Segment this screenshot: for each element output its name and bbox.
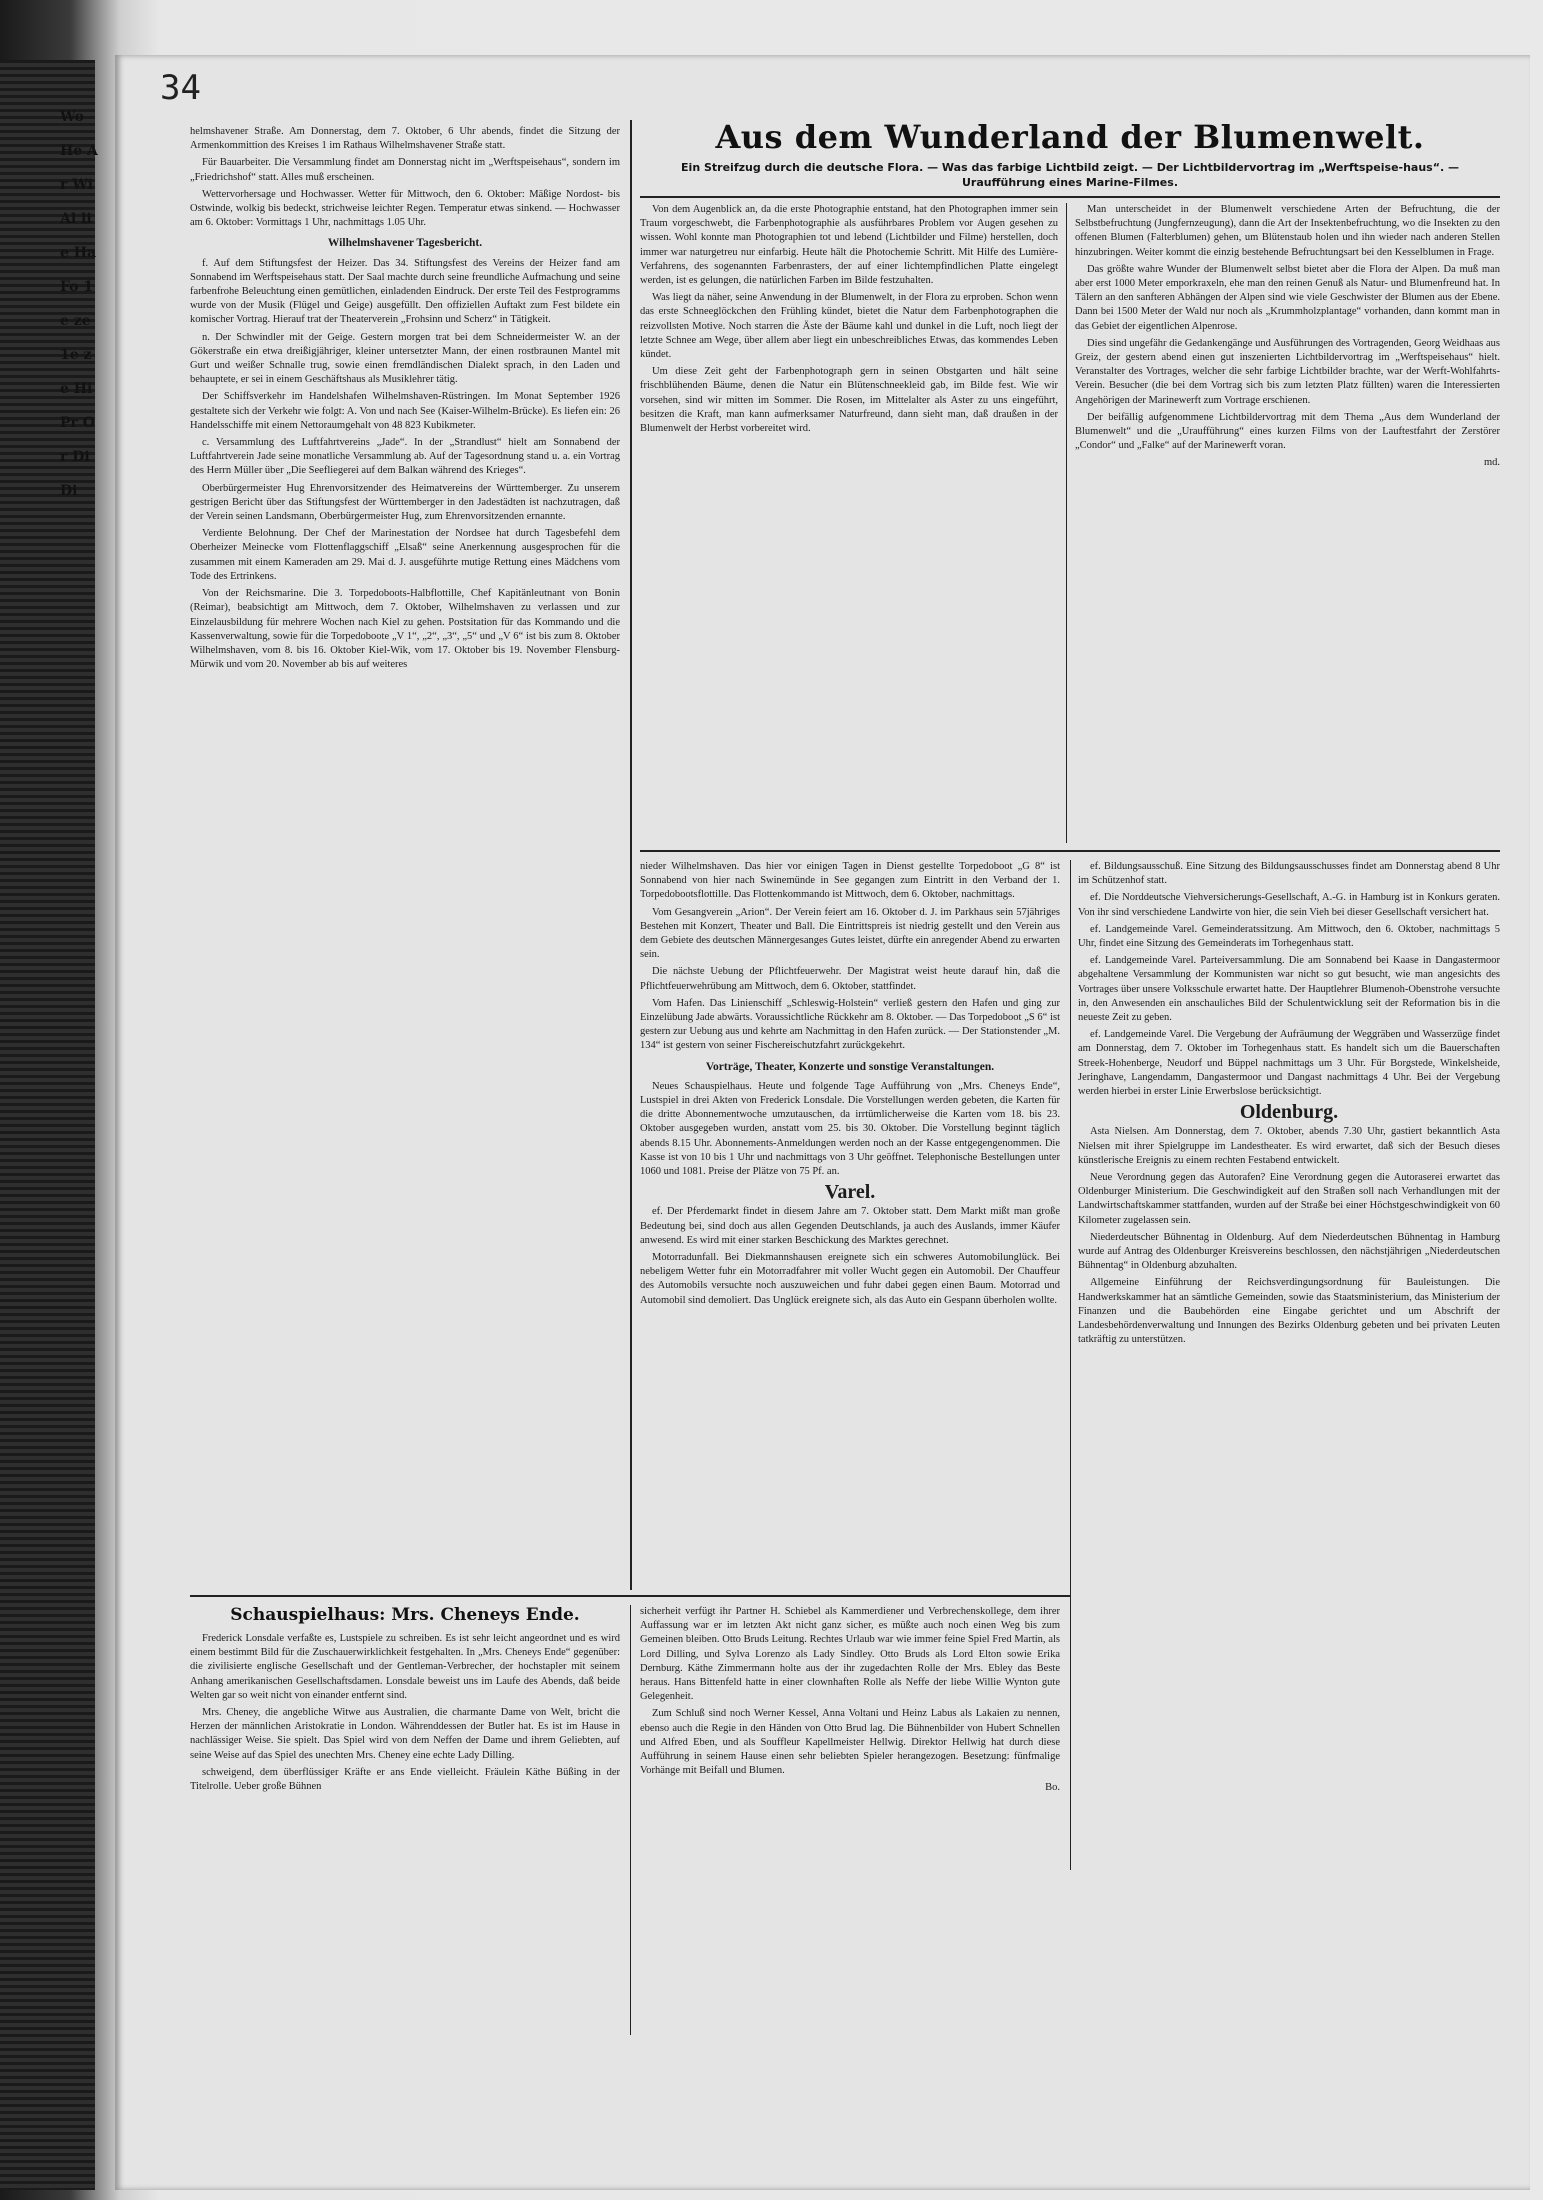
middle-p2: Vom Gesangverein „Arion“. Der Verein feiert am 16. Oktober d. J. im Parkhaus sein 57jähriges Bestehen mit Konzert, Theater und Ball. Die Eintrittspreis ist niedrig gestellt und den Verein aus dem Gebiete des deutschen Männergesanges Gutes leistet, dürfte ein anregender Abend zu erwarten sein.: [640, 906, 1060, 961]
left-p6: c. Versammlung des Luftfahrtvereins „Jade“. In der „Strandlust“ hielt am Sonnabend der Luftfahrtverein Jade seine monatliche Versammlung ab. Auf der Tagesordnung stand u. a. ein Vortrag des Herrn Müller über „Die Seefliegerei auf dem Balkan während des Krieges“.: [190, 437, 620, 477]
article-p2: Was liegt da näher, seine Anwendung in der Blumenwelt, in der Flora zu erproben. Schon wenn das erste Schneeglöckchen den Frühling kündet, bietet die Natur dem Farbenphotographen die reizvollsten Motive. Noch starren die Äste der Bäume kahl und dunkel in die Luft, noch liegt der letzte Schnee am Wege, über allem aber liegt ein unbeschreibliches Etwas, das kommendes Leben kündet.: [640, 292, 1058, 361]
article-signature: md.: [1483, 457, 1500, 469]
article-column-a: [640, 203, 1058, 843]
left-p3: f. Auf dem Stiftungsfest der Heizer. Das 34. Stiftungsfest des Vereins der Heizer fand am Sonnabend im Werftspeisehaus statt. Der Saal machte durch seine freundliche Aufmachung und seine farbenfrohe Beleuchtung einen gemütlichen, einladenden Eindruck. Der erste Teil des Festprogramms wurde von der Musik (Flügel und Geige) ausgefüllt. Den offiziellen Auftakt zum Fest bildete ein komischer Vortrag. Hierauf trat der Theaterverein „Frohsinn und Scherz“ in Tätigkeit.: [190, 257, 620, 326]
middle-p1: nieder Wilhelmshaven. Das hier vor einigen Tagen in Dienst gestellte Torpedoboot „G 8“ ist Sonnabend von hier nach Swinemünde in See gegangen zum Eintritt in den Verband der 1. Torpedobootsflottille. Das Flottenkommando ist Mittwoch, dem 6. Oktober, nachmittags.: [640, 861, 1060, 901]
review-p3: schweigend, dem überflüssiger Kräfte er ans Ende vielleicht. Fräulein Käthe Büßing in der Titelrolle. Ueber große Bühnen: [190, 1766, 620, 1793]
article-inner-rule: [1066, 203, 1067, 843]
column-rule-1: [630, 120, 632, 1590]
section-oldenburg: Oldenburg.: [1239, 1101, 1339, 1124]
middle-heading: Vorträge, Theater, Konzerte und sonstige Veranstaltungen.: [705, 1060, 995, 1073]
review-p4: sicherheit verfügt ihr Partner H. Schiebel als Kammerdiener und Verbrechenskollege, dem ihrer Auffassung war er im letzten Akt nicht ganz sicher, es müßte auch noch einen Weg bis zum Gemeinen bleiben. Otto Bruds Leitung. Rechtes Urlaub war wie immer feine Spiel Fred Martin, als Lord Dilling, und Sylva Lorenzo als Lady Sindley. Otto Bruds als Lord Elton sowie Erika Dernburg. Käthe Zimmermann holte aus der ihr zugedachten Rolle der Mrs. Ebley das Beste heraus. Hans Bittenfeld hatte in einer clownhaften Rolle als Neffe der liebe Willie Wynton gute Gelegenheit.: [640, 1606, 1060, 1703]
right-p1: ef. Bildungsausschuß. Eine Sitzung des Bildungsausschusses findet am Donnerstag abend 8 Uhr im Schützenhof statt.: [1078, 861, 1500, 887]
review-p2: Mrs. Cheney, die angebliche Witwe aus Australien, die charmante Dame von Welt, bricht die Herzen der männlichen Aristokratie in London. Währenddessen der Butler hat. Es ist im Hause in nachlässiger Weise. Sie spielt. Das Spiel wird von dem Neffen der Dame und ihrem Geliebten, auf seine Weise auf das Spiel des unechten Mrs. Cheney eine echte Lady Dilling.: [190, 1707, 620, 1761]
middle-p7: Motorradunfall. Bei Diekmannshausen ereignete sich ein schweres Automobilunglück. Bei nebeligem Wetter fuhr ein Motorradfahrer mit voller Wucht gegen ein Automobil. Der Chauffeur des Automobils versuchte noch auszuweichen und fuhr dabei gegen einen Baum. Motorrad und Automobil sind demoliert. Das Unglück ereignete sich, als das Auto ein Gespann überholen wollte.: [640, 1252, 1060, 1306]
article-p3: Um diese Zeit geht der Farbenphotograph gern in seinen Obstgarten und hält seine frischblühenden Bäume, denen die Natur ein Blütenschneekleid gab, im Bilde fest. Wie wir vorsehen, sind wir mitten im Sommer. Die Rosen, im Mittelalter als Aster zu uns eingeführt, besitzen die Kraft, man kann aufmerksamer Naturfreund, dann sieht man, daß draußen in der Blumenwelt der Herbst vorbereitet wird.: [640, 366, 1058, 435]
right-p7: Neue Verordnung gegen das Autorafen? Eine Verordnung gegen die Autoraserei erwartet das Oldenburger Ministerium. Die Geschwindigkeit auf den Straßen soll nach Verhandlungen mit der Landwirtschaftskammer stattfanden, wurden auf der Straße bei einer Höchstgeschwindigkeit von 60 Kilometer zugelassen sein.: [1078, 1172, 1500, 1226]
page-number: 34: [160, 68, 201, 108]
middle-p3: Die nächste Uebung der Pflichtfeuerwehr. Der Magistrat weist heute darauf hin, daß die Pflichtfeuerwehrübung am Mittwoch, dem 6. Oktober, stattfindet.: [640, 966, 1060, 992]
right-p8: Niederdeutscher Bühnentag in Oldenburg. Auf dem Niederdeutschen Bühnentag in Hamburg wurde auf Antrag des Oldenburger Kreisvereins beschlossen, den nächstjährigen „Niederdeutschen Bühnentag“ in Oldenburg abzuhalten.: [1078, 1231, 1500, 1272]
section-varel: Varel.: [824, 1181, 876, 1204]
left-column: [190, 125, 620, 1580]
article-headline: Aus dem Wunderland der Blumenwelt.: [715, 118, 1425, 156]
review-p1: Frederick Lonsdale verfaßte es, Lustspiele zu schreiben. Es ist sehr leicht angeordnet und es wird einem bestimmt Bild für die Zuschauerwirklichkeit festgehalten. In „Mrs. Cheneys Ende“ gegenüber: die zivilisierte englische Gesellschaft und der Gentleman-Verbrecher, der hochstapler mit seinem Anhang amerikanischen Gesellschaftsdamen. Lonsdale beweist uns im Laufe des Abends, daß beide Welten gar so weit nicht von einander entfernt sind.: [190, 1633, 620, 1701]
article-p7: Der beifällig aufgenommene Lichtbildervortrag mit dem Thema „Aus dem Wunderland der Blumenwelt“ und die „Uraufführung“ eines kurzen Films von der Lauftestfahrt der Zerstörer „Condor“ und „Falke“ auf der Marinewerft voran.: [1075, 411, 1500, 452]
review-p5: Zum Schluß sind noch Werner Kessel, Anna Voltani und Heinz Labus als Lakaien zu nennen, ebenso auch die Regie in den Händen von Otto Brud lag. Die Bühnenbilder von Hubert Schnellen und Alfred Eben, und als Souffleur Kapellmeister Hellwig. Direktor Hellwig hat durch diese Aufführung in seinem Hause einen sehr beliebten Spieler herangezogen. Besetzung: fünfmalige Vorhänge mit Beifall und Blumen.: [640, 1708, 1060, 1777]
left-intro: helmshavener Straße. Am Donnerstag, dem 7. Oktober, 6 Uhr abends, findet die Sitzung der Armenkommittion des Kreises 1 im Rathaus Wilhelmshavener Straße statt.: [190, 126, 620, 152]
right-p4: ef. Landgemeinde Varel. Parteiversammlung. Die am Sonnabend bei Kaase in Dangastermoor abgehaltene Versammlung der Kommunisten war nicht so gut besucht, wie man angesichts des Vortrages über unsere Volksschule erwartet hatte. Der Hauptlehrer Blumenoh-Obenstrohe versuchte in, den Anwesenden ein anschauliches Bild der Schulentwicklung seit der Reformation bis in die neueste Zeit zu geben.: [1078, 955, 1500, 1024]
left-p2: Wettervorhersage und Hochwasser. Wetter für Mittwoch, den 6. Oktober: Mäßige Nordost- bis Ostwinde, wolkig bis bedeckt, strichweise leichter Regen. Temperatur etwas sinkend. — Hochwasser am 6. Oktober: Vormittags 1 Uhr, nachmittags 1.05 Uhr.: [190, 188, 620, 229]
right-p2: ef. Die Norddeutsche Viehversicherungs-Gesellschaft, A.-G. in Hamburg ist in Konkurs geraten. Von ihr sind verschiedene Landwirte von hier, die sein Vieh bei dieser Gesellschaft versichert hat.: [1078, 892, 1500, 918]
article-p5: Das größte wahre Wunder der Blumenwelt selbst bietet aber die Flora der Alpen. Da muß man aber erst 1000 Meter emporkraxeln, ehe man den reinen Genuß als Natur- und Blumenfreund hat. In Tälern an den sanfteren Abhängen der Alpen sind wie viele Geschwister der Blumen aus der Ebene. Dann bei 1500 Meter der Wald nur noch als „Krummholzplantage“ vorhanden, dann kommt man in das Gebiet der eigentlichen Alpenrose.: [1075, 263, 1500, 332]
article-p4: Man unterscheidet in der Blumenwelt verschiedene Arten der Befruchtung, die der Selbstbefruchtung (Jungfernzeugung), dann die Art der Insektenbefruchtung, wo die Insekten zu den offenen Blumen (Falterblumen) gehen, um Blütenstaub holen und ihn wieder nach anderen Stellen hinzubringen. Weiter kommt die einzig bestehende Befruchtungsart bei den Kesselblumen in Frage.: [1075, 204, 1500, 258]
article-column-b: [1075, 203, 1500, 843]
previous-page-edge-text: Wo He Ar Wi Al lie Ha Fo 1e ze 1e ze Hi Pr Or Di Di: [60, 109, 98, 499]
article-p6: Dies sind ungefähr die Gedankengänge und Ausführungen des Vortragenden, Georg Weidhaas aus Greiz, der gestern abend einen gut inszenierten Lichtbildervortrag im „Werftspeisehaus“ hielt. Veranstalter des Vortrages, welcher die sehr farbige Lichtbilder brachte, war der Werft-Wohlfahrts-Verein. Besucher (die bei dem Vortrag sich bis zum letzten Platz füllten) waren die Interessierten Angehörigen der Marinewerft zum Vortrage erschienen.: [1075, 337, 1500, 406]
article-p1: Von dem Augenblick an, da die erste Photographie entstand, hat den Photographen immer sein Traum vorgeschwebt, die Farbenphotographie als ausführbares Problem vor Augen gesehen zu wissen. Wohl konnte man Photographien tot und lebend (Lichtbilder und Filme) herstellen, doch immer war naturgetreu nur einfarbig. Heute hält die Photochemie Schritt. Mit Hilfe des Lumière-Verfahrens, des sogenannten Farbenrasters, der auf einer lichtempfindlichen Platte eingelegt werden, ist es gelungen, die natürlichen Farben im Bilde festzuhalten.: [640, 204, 1058, 287]
article-bottom-rule: [640, 850, 1500, 852]
review-title: Schauspielhaus: Mrs. Cheneys Ende.: [230, 1605, 580, 1625]
left-heading: Wilhelmshavener Tagesbericht.: [327, 237, 483, 250]
right-p9: Allgemeine Einführung der Reichsverdingungsordnung für Bauleistungen. Die Handwerkskammer hat an sämtliche Gemeinden, sowie das Staatsministerium, das Ministerium der Finanzen und die Baubehörden eine Eingabe gerichtet und um Abschrift der Landesbehördenverwaltung und Innungen des Bezirks Oldenburg gebeten und bei privaten Leuten tatkräftig zu unterstützen.: [1078, 1277, 1500, 1346]
left-p9: Von der Reichsmarine. Die 3. Torpedoboots-Halbflottille, Chef Kapitänleutnant von Bonin (Reimar), beabsichtigt am Mittwoch, dem 7. Oktober, Wilhelmshaven zu verlassen und zur Einzelausbildung für mehrere Wochen nach Kiel zu gehen. Postsitation für das Kommando und die Kassenverwaltung, sowie für die Torpedoboote „V 1“, „2“, „3“, „5“ und „V 6“ ist bis zum 8. Oktober Wilhelmshaven, vom 8. bis 16. Oktober Kiel-Wik, vom 17. Oktober bis 19. November Flensburg-Mürwik und vom 20. November ab bis auf weiteres: [190, 588, 620, 671]
review-column-right: [640, 1605, 1060, 2035]
middle-column: [640, 860, 1060, 1590]
right-p6: Asta Nielsen. Am Donnerstag, dem 7. Oktober, abends 7.30 Uhr, gastiert bekanntlich Asta Nielsen mit ihrer Spielgruppe im Landestheater. Es wird erwartet, daß sich der Besuch dieses künstlerische Ereignis zu einem rechten Festabend entwickelt.: [1078, 1126, 1500, 1166]
column-rule-2: [1070, 860, 1071, 1870]
left-p8: Verdiente Belohnung. Der Chef der Marinestation der Nordsee hat durch Tagesbefehl dem Oberheizer Meinecke vom Flottenflaggschiff „Elsaß“ seine Anerkennung ausgesprochen für die zusammen mit einem Kameraden am 29. Mai d. J. ausgeführte mutige Rettung eines Mädchens vom Tode des Ertrinkens.: [190, 528, 620, 582]
article-subline: Ein Streifzug durch die deutsche Flora. — Was das farbige Lichtbild zeigt. — Der Lichtbildervortrag im „Werftspeise-haus“. — Uraufführung eines Marine-Filmes.: [681, 161, 1459, 189]
headline-rule: [640, 196, 1500, 198]
middle-p5: Neues Schauspielhaus. Heute und folgende Tage Aufführung von „Mrs. Cheneys Ende“, Lustspiel in drei Akten von Frederick Lonsdale. Die Vorstellungen werden gebeten, die Karten für die dritte Abonnementwoche umzutauschen, da irrtümlicherweise die Karten vom 18. bis 23. Oktober ausgegeben wurden, anstatt vom 25. bis 30. Oktober. Die Vorstellung beginnt täglich abends 8.15 Uhr. Abonnements-Anmeldungen werden noch an der Kasse entgegengenommen. Die Kasse ist von 10 bis 1 Uhr und nachmittags von 3 Uhr geöffnet. Telephonische Bestellungen unter 1060 und 1081. Preise der Plätze von 75 Pf. an.: [640, 1080, 1060, 1178]
middle-p6: ef. Der Pferdemarkt findet in diesem Jahre am 7. Oktober statt. Dem Markt mißt man große Bedeutung bei, sind doch aus allen Gegenden Deutschlands, ja auch des Auslands, immer Käufer anwesend. Es wird mit einer starken Beschickung des Marktes gerechnet.: [640, 1206, 1060, 1246]
left-p4: n. Der Schwindler mit der Geige. Gestern morgen trat bei dem Schneidermeister W. an der Gökerstraße ein etwa dreißigjähriger, kleiner untersetzter Mann, der einen rostbraunen Mantel mit Gurt und weißer Schnalle trug, sowie einen fremdländischen Dialekt sprach, in den Laden und behauptete, er sei in einem Geschäftshaus als Musiklehrer tätig.: [190, 331, 620, 386]
right-p3: ef. Landgemeinde Varel. Gemeinderatssitzung. Am Mittwoch, den 6. Oktober, nachmittags 5 Uhr, findet eine Sitzung des Gemeinderats im Torhegenhaus statt.: [1078, 923, 1500, 950]
left-p7: Oberbürgermeister Hug Ehrenvorsitzender des Heimatvereins der Württemberger. Zu unserem gestrigen Bericht über das Stiftungsfest der Württemberger in den Jadestädten ist nachzutragen, daß der Verein seinen Landsmann, Oberbürgermeister Hug, zum Ehrenvorsitzenden ernannte.: [190, 482, 620, 523]
review-signature: Bo.: [1045, 1782, 1060, 1794]
column-rule-3: [630, 1605, 631, 2035]
left-p5: Der Schiffsverkehr im Handelshafen Wilhelmshaven-Rüstringen. Im Monat September 1926 gestaltete sich der Verkehr wie folgt: A. Von und nach See (Kaiser-Wilhelm-Brücke). Es liefen ein: 26 Handelsschiffe mit einem Nettoraumgehalt von 48 823 Kubikmeter.: [190, 391, 620, 431]
left-p1: Für Bauarbeiter. Die Versammlung findet am Donnerstag nicht im „Werftspeisehaus“, sondern im „Friedrichshof“ statt. Alles muß erscheinen.: [190, 157, 620, 183]
review-column-left: [190, 1632, 620, 2032]
right-p5: ef. Landgemeinde Varel. Die Vergebung der Aufräumung der Weggräben und Wasserzüge findet am Donnerstag, dem 7. Oktober im Torhegenhaus statt. Es handelt sich um die Bauerschaften Streek-Hohenberge, Neudorf und Büppel nachmittags um 3 Uhr. Für Borgstede, Winkelsheide, Jeringhave, Langendamm, Dangastermoor und Dangast nachmittags 4 Uhr. Bei der Vergebung werden hierbei in erster Linie Erwerbslose berücksichtigt.: [1078, 1029, 1500, 1098]
right-column: [1078, 860, 1500, 2035]
middle-p4: Vom Hafen. Das Linienschiff „Schleswig-Holstein“ verließ gestern den Hafen und ging zur Einzelübung Jade abwärts. Voraussichtliche Rückkehr am 8. Oktober. — Das Torpedoboot „S 6“ ist gestern zur Uebung aus und kehrte am Nachmittag in den Hafen zurück. — Der Stationstender „M. 134“ ist gestern von seiner Fischereischutzfahrt zurückgekehrt.: [640, 997, 1060, 1052]
bottom-band-rule: [190, 1595, 1070, 1597]
